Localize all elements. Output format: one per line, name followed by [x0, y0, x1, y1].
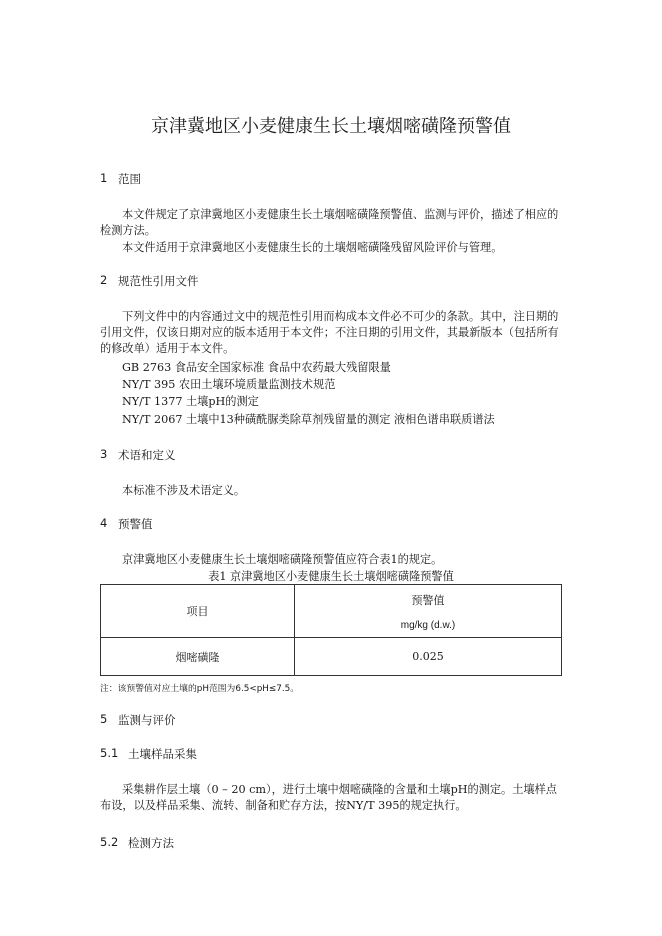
document-title: 京津冀地区小麦健康生长土壤烟嘧磺隆预警值: [151, 116, 511, 137]
table-header-item: 项目: [101, 585, 295, 638]
reference-item: NY/T 395 农田土壤环境质量监测技术规范: [122, 378, 336, 391]
table-cell-value: 0.025: [295, 638, 562, 676]
section-2-intro: 下列文件中的内容通过文中的规范性引用而构成本文件必不可少的条款。其中，注日期的引用文件，仅该日期对应的版本适用于本文件；不注日期的引用文件，其最新版本（包括所有的修改单）适用于本文件。: [100, 310, 559, 355]
table-header-label: 预警值: [411, 593, 445, 607]
warning-value-table: [100, 584, 562, 676]
table-caption: 表1 京津冀地区小麦健康生长土壤烟嘧磺隆预警值: [208, 570, 454, 583]
table-header-warning-value: [295, 585, 562, 638]
section-5-1-heading: 土壤样品采集: [128, 747, 197, 761]
table-header-unit: mg/kg (d.w.): [400, 619, 456, 631]
section-5-1-number: 5.1: [100, 746, 119, 760]
table-note: 注：该预警值对应土壤的pH范围为6.5<pH≤7.5。: [100, 684, 300, 694]
section-5-1-paragraph: 采集耕作层土壤（0 – 20 cm），进行土壤中烟嘧磺隆的含量和土壤pH的测定。土壤样点布设，以及样品采集、流转、制备和贮存方法，按NY/T 395的规定执行。: [100, 783, 557, 812]
table-cell-substance: 烟嘧磺隆: [101, 638, 295, 676]
section-1-paragraph-2: 本文件适用于京津冀地区小麦健康生长的土壤烟嘧磺隆残留风险评价与管理。: [122, 241, 503, 254]
section-5-2-number: 5.2: [100, 835, 119, 849]
reference-item: GB 2763 食品安全国家标准 食品中农药最大残留限量: [122, 361, 391, 374]
section-2-heading: 规范性引用文件: [118, 274, 199, 288]
section-1-number: 1: [100, 171, 108, 185]
section-5-heading: 监测与评价: [118, 713, 176, 727]
section-5-number: 5: [100, 712, 108, 726]
section-4-heading: 预警值: [118, 517, 153, 531]
reference-item: NY/T 1377 土壤pH的测定: [122, 395, 259, 408]
section-1-heading: 范围: [118, 172, 141, 186]
section-3-heading: 术语和定义: [118, 448, 176, 462]
section-3-paragraph: 本标准不涉及术语定义。: [122, 484, 246, 497]
section-4-number: 4: [100, 516, 108, 530]
section-2-number: 2: [100, 273, 108, 287]
section-4-paragraph: 京津冀地区小麦健康生长土壤烟嘧磺隆预警值应符合表1的规定。: [122, 553, 443, 566]
section-1-paragraph-1: 本文件规定了京津冀地区小麦健康生长土壤烟嘧磺隆预警值、监测与评价，描述了相应的检测方法。: [100, 208, 559, 237]
reference-item: NY/T 2067 土壤中13种磺酰脲类除草剂残留量的测定 液相色谱串联质谱法: [122, 413, 495, 426]
section-3-number: 3: [100, 447, 108, 461]
section-5-2-heading: 检测方法: [128, 836, 174, 850]
